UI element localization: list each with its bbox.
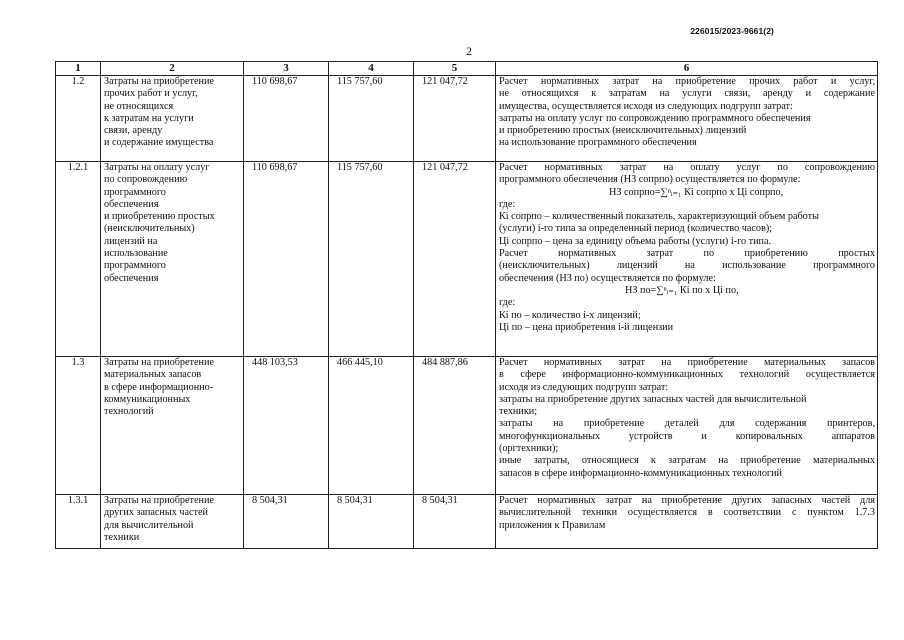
table-row — [56, 162, 878, 357]
row-description: Расчет нормативных затрат на приобретение других запасных частей для вычислительной техники осуществляется в соответствии с пунктом 1.7.3 приложения к Правилам — [496, 495, 878, 549]
amount-year-2: 8 504,31 — [329, 495, 414, 549]
amount-year-3: 484 887,86 — [414, 357, 496, 495]
table-header-row — [56, 62, 878, 76]
amount-year-3: 121 047,72 — [414, 76, 496, 162]
formula-nz-soprpo: НЗ сопрпо=∑ⁿᵢ₌₁ Кi сопрпо х Цi сопрпо, — [609, 186, 784, 198]
amount-year-3: 8 504,31 — [414, 495, 496, 549]
table-row — [56, 76, 878, 162]
amount-year-1: 8 504,31 — [244, 495, 329, 549]
row-name: Затраты на приобретение других запасных частей для вычислительной техники — [101, 495, 244, 549]
row-name: Затраты на оплату услуг по сопровождению программного обеспечения и приобретению простых (неисключительных) лицензий на использование программного обеспечения — [101, 162, 244, 357]
table-row — [56, 357, 878, 495]
row-code: 1.3.1 — [56, 495, 101, 549]
amount-year-2: 466 445,10 — [329, 357, 414, 495]
amount-year-2: 115 757,60 — [329, 162, 414, 357]
formula-nz-po: НЗ по=∑ⁿᵢ₌₁ Кi по х Цi по, — [625, 284, 739, 296]
column-header: 2 — [101, 62, 244, 76]
column-header: 5 — [414, 62, 496, 76]
page-number: 2 — [466, 44, 472, 58]
table-row — [56, 495, 878, 549]
amount-year-1: 110 698,67 — [244, 162, 329, 357]
amount-year-1: 448 103,53 — [244, 357, 329, 495]
amount-year-1: 110 698,67 — [244, 76, 329, 162]
row-description: Расчет нормативных затрат на оплату услуг по сопровождению программного обеспечения (НЗ сопрпо) осуществляется по формуле: НЗ сопрпо=∑ⁿᵢ₌₁ Кi сопрпо х Цi сопрпо, где: Кi сопрпо – количественный показатель, характеризующий объем работы (услуги) i-го типа за определенный период (количество часов); Цi сопрпо – цена за единицу объема работы (услуги) i-го типа. Расчет нормативных затрат по приобретению простых (неисключительных) лицензий на использование программного обеспечения (НЗ по) осуществляется по формуле: НЗ по=∑ⁿᵢ₌₁ Кi по х Цi по, где: Кi по – количество i-х лицензий; Цi по – цена приобретения i-й лицензии — [496, 162, 878, 357]
column-header: 6 — [496, 62, 878, 76]
row-code: 1.3 — [56, 357, 101, 495]
row-name: Затраты на приобретение материальных запасов в сфере информационно- коммуникационных технологий — [101, 357, 244, 495]
column-header: 4 — [329, 62, 414, 76]
column-header: 3 — [244, 62, 329, 76]
row-description: Расчет нормативных затрат на приобретение прочих работ и услуг, не относящихся к затратам на услуги связи, аренду и содержание имущества, осуществляется исходя из следующих подгрупп затрат: затраты на оплату услуг по сопровождению программного обеспечения и приобретению простых (неисключительных) лицензий на использование программного обеспечения — [496, 76, 878, 162]
column-header: 1 — [56, 62, 101, 76]
amount-year-3: 121 047,72 — [414, 162, 496, 357]
row-code: 1.2.1 — [56, 162, 101, 357]
row-name: Затраты на приобретение прочих работ и услуг, не относящихся к затратам на услуги связи, аренду и содержание имущества — [101, 76, 244, 162]
amount-year-2: 115 757,60 — [329, 76, 414, 162]
row-code: 1.2 — [56, 76, 101, 162]
row-description: Расчет нормативных затрат на приобретение материальных запасов в сфере информационно-коммуникационных технологий осуществляется исходя из следующих подгрупп затрат: затраты на приобретение других запасных частей для вычислительной техники; затраты на приобретение деталей для содержания принтеров, многофункциональных устройств и копировальных аппаратов (оргтехники); иные затраты, относящиеся к затратам на приобретение материальных запасов в сфере информационно-коммуникационных технологий — [496, 357, 878, 495]
document-id: 226015/2023-9661(2) — [690, 26, 774, 36]
budget-table — [55, 61, 878, 549]
